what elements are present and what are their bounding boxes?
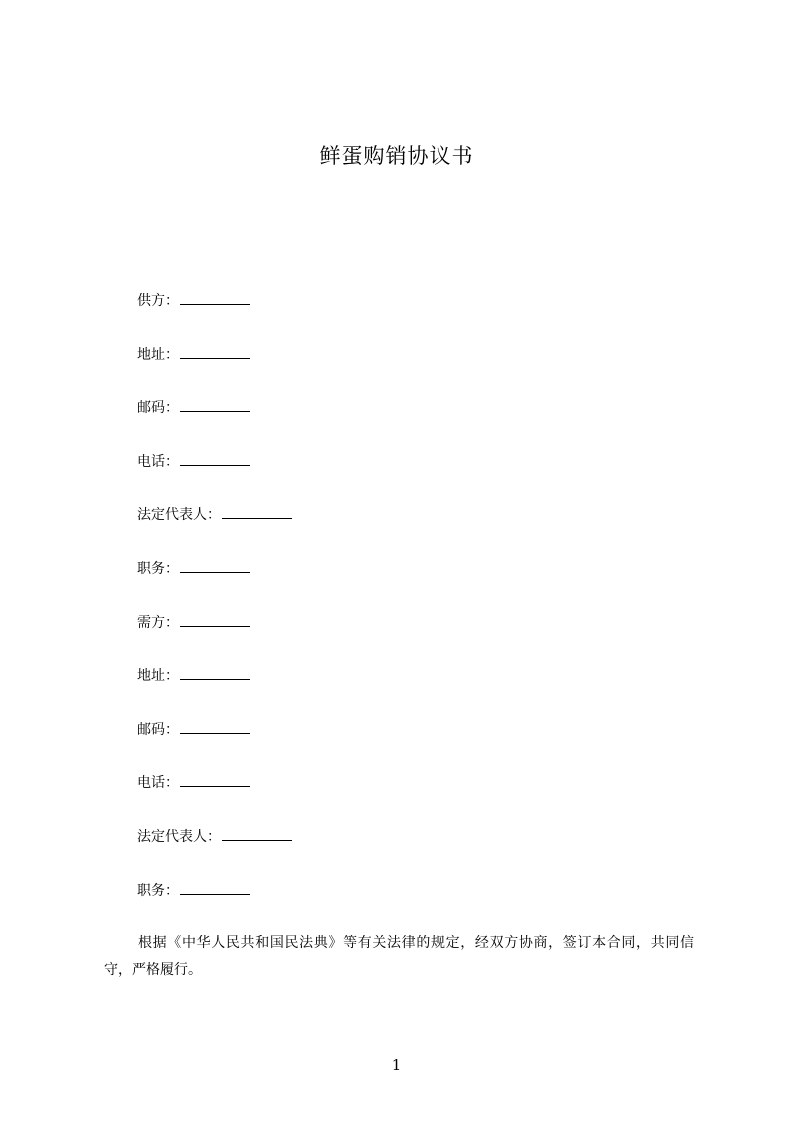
fill-in-blank[interactable] bbox=[222, 504, 292, 519]
buyer-position-field bbox=[137, 880, 697, 934]
party-fields bbox=[137, 290, 697, 933]
preamble-paragraph: 根据《中华人民共和国民法典》等有关法律的规定，经双方协商，签订本合同，共同信守，严格履行。 bbox=[104, 935, 694, 978]
buyer-phone-field bbox=[137, 772, 697, 826]
supplier-name-field bbox=[137, 290, 697, 344]
supplier-legal-rep-field bbox=[137, 504, 697, 558]
buyer-address-field bbox=[137, 665, 697, 719]
fill-in-blank[interactable] bbox=[222, 826, 292, 841]
field-label: 邮码： bbox=[137, 721, 179, 738]
field-label: 地址： bbox=[137, 346, 179, 363]
fill-in-blank[interactable] bbox=[180, 880, 250, 895]
field-label: 法定代表人： bbox=[137, 507, 221, 524]
fill-in-blank[interactable] bbox=[180, 290, 250, 305]
buyer-postcode-field bbox=[137, 719, 697, 773]
supplier-address-field bbox=[137, 344, 697, 398]
field-label: 地址： bbox=[137, 668, 179, 685]
page-number: 1 bbox=[391, 1056, 402, 1074]
fill-in-blank[interactable] bbox=[180, 665, 250, 680]
field-label: 职务： bbox=[137, 882, 179, 899]
fill-in-blank[interactable] bbox=[180, 397, 250, 412]
buyer-legal-rep-field bbox=[137, 826, 697, 880]
supplier-phone-field bbox=[137, 451, 697, 505]
field-label: 职务： bbox=[137, 560, 179, 577]
field-label: 需方： bbox=[137, 614, 179, 631]
fill-in-blank[interactable] bbox=[180, 451, 250, 466]
field-label: 邮码： bbox=[137, 400, 179, 417]
document-title: 鲜蛋购销协议书 bbox=[319, 144, 474, 168]
fill-in-blank[interactable] bbox=[180, 558, 250, 573]
buyer-name-field bbox=[137, 612, 697, 666]
field-label: 电话： bbox=[137, 453, 179, 470]
supplier-postcode-field bbox=[137, 397, 697, 451]
fill-in-blank[interactable] bbox=[180, 719, 250, 734]
field-label: 供方： bbox=[137, 293, 179, 309]
field-label: 电话： bbox=[137, 775, 179, 792]
fill-in-blank[interactable] bbox=[180, 612, 250, 627]
fill-in-blank[interactable] bbox=[180, 772, 250, 787]
field-label: 法定代表人： bbox=[137, 828, 221, 845]
supplier-position-field bbox=[137, 558, 697, 612]
fill-in-blank[interactable] bbox=[180, 344, 250, 359]
